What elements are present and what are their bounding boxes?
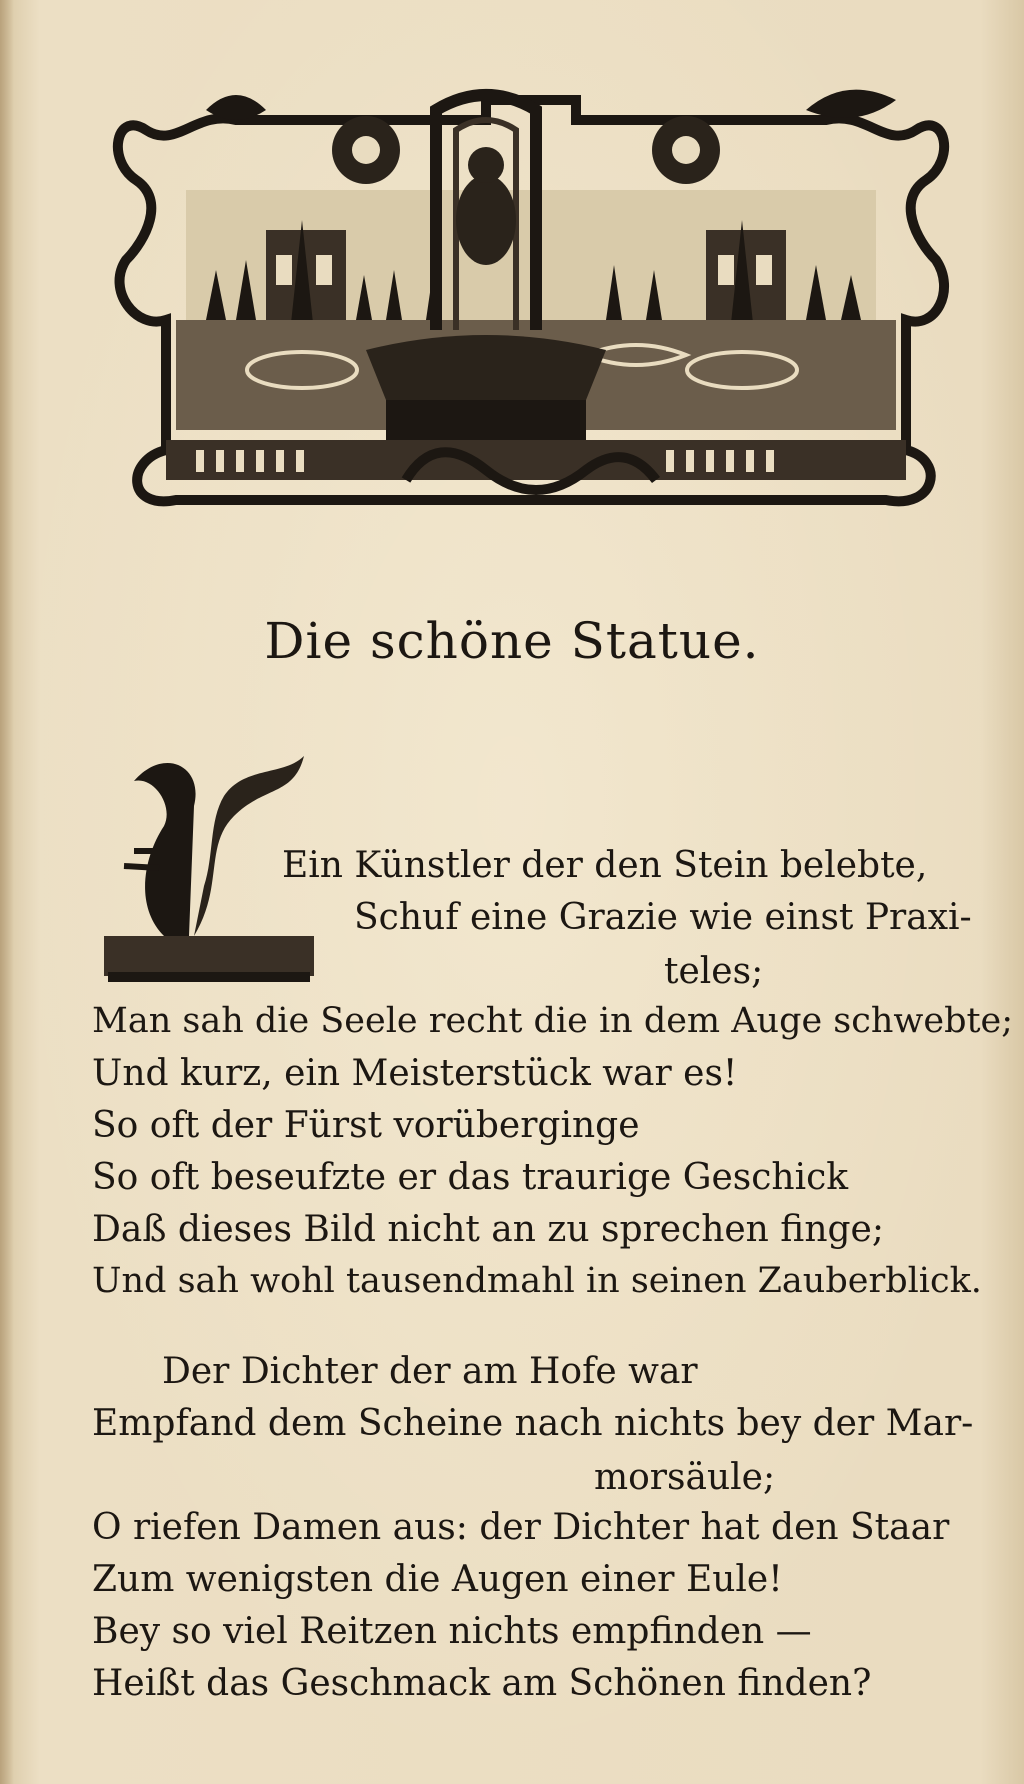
- poem-title: Die schöne Statue.: [264, 612, 760, 670]
- woodcut-headpiece-fountain-garden: [106, 70, 958, 530]
- poem-line: Bey so viel Reitzen nichts empfinden —: [92, 1611, 812, 1652]
- poem-line: Schuf eine Grazie wie einst Praxi-: [354, 897, 972, 938]
- poem-line: Empfand dem Scheine nach nichts bey der Mar-: [92, 1403, 974, 1444]
- poem-line: Und kurz, ein Meisterstück war es!: [92, 1053, 738, 1094]
- poem-line: So oft beseufzte er das traurige Geschick: [92, 1157, 849, 1198]
- poem-line: morsäule;: [594, 1457, 776, 1498]
- poem-line: Man sah die Seele recht die in dem Auge schwebte;: [92, 1001, 1014, 1041]
- poem-line: O riefen Damen aus: der Dichter hat den Staar: [92, 1507, 950, 1548]
- poem-line: So oft der Fürst vorüberginge: [92, 1105, 640, 1146]
- poem-line: Ein Künstler der den Stein belebte,: [282, 845, 928, 886]
- poem-line: Daß dieses Bild nicht an zu sprechen finge;: [92, 1209, 884, 1250]
- poem-line: Zum wenigsten die Augen einer Eule!: [92, 1559, 783, 1600]
- poem-line: Der Dichter der am Hofe war: [162, 1351, 698, 1392]
- page-gutter-shadow: [0, 0, 14, 1784]
- poem-line: Heißt das Geschmack am Schönen finden?: [92, 1663, 872, 1704]
- poem-line: Und sah wohl tausendmahl in seinen Zauberblick.: [92, 1261, 982, 1301]
- drop-cap-letter: K: [156, 806, 246, 945]
- poem-line: teles;: [664, 951, 764, 992]
